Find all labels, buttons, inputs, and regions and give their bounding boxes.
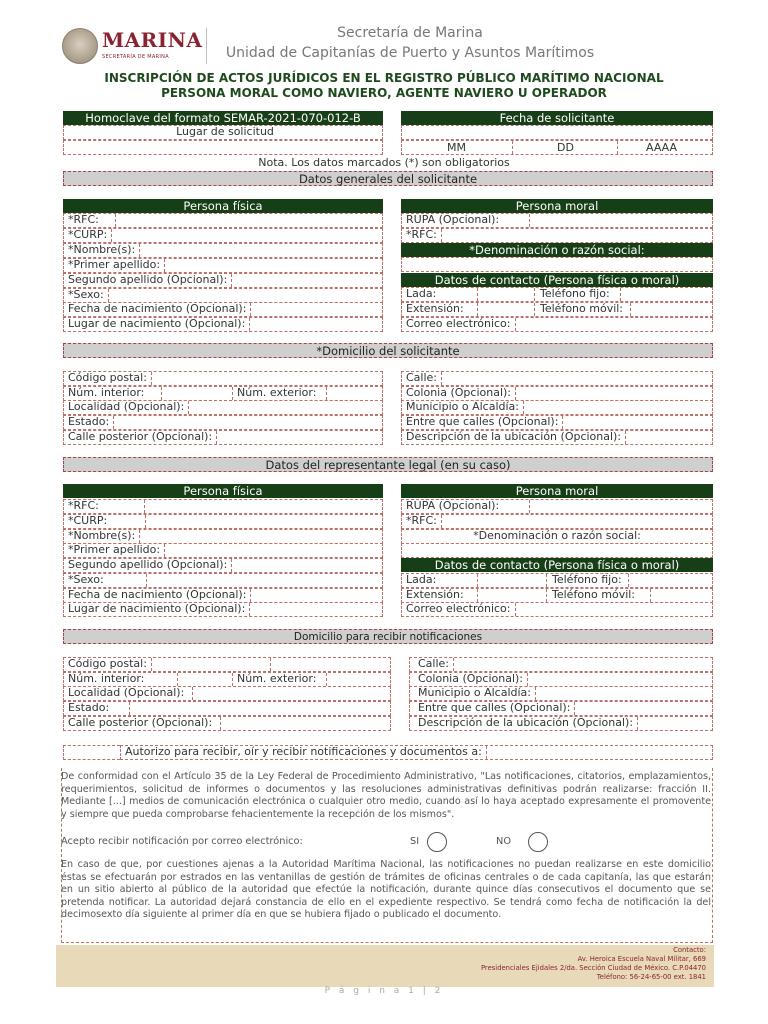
rep-field-fecha-nacimiento[interactable] — [63, 588, 383, 603]
field-calle[interactable] — [401, 371, 713, 386]
autorizo-lead — [63, 745, 120, 760]
tel-divider — [620, 288, 621, 301]
notif-label-num-interior: Núm. interior: — [68, 672, 145, 685]
notif-label-descripcion-ubicacion: Descripción de la ubicación (Opcional): — [418, 716, 634, 729]
rep-label-curp: *CURP: — [68, 514, 108, 527]
ext-divider — [534, 303, 535, 316]
label-nombres: *Nombre(s): — [68, 243, 136, 256]
acepto-correo-label: Acepto recibir notificación por correo electrónico: — [61, 836, 303, 847]
page-number: P á g i n a 1 | 2 — [324, 986, 444, 996]
rep-field-rfc[interactable] — [63, 499, 383, 514]
notif-field-municipio[interactable] — [409, 686, 713, 701]
header-unidad: Unidad de Capitanías de Puerto y Asuntos Marítimos — [225, 45, 595, 61]
rep-field-lada-telefono[interactable] — [401, 573, 713, 588]
rep-field-primer-apellido[interactable] — [63, 543, 383, 558]
field-segundo-apellido[interactable] — [63, 273, 383, 288]
field-estado[interactable] — [63, 415, 383, 430]
rep-label-telefono-movil: Teléfono móvil: — [552, 588, 636, 601]
rep-field-correo[interactable] — [401, 602, 713, 617]
field-entre-calles[interactable] — [401, 415, 713, 430]
section-datos-generales: Datos generales del solicitante — [63, 171, 713, 186]
section-domicilio-notificaciones: Domicilio para recibir notificaciones — [63, 629, 713, 644]
label-rupa: RUPA (Opcional): — [406, 213, 500, 226]
rep-lada-divider — [477, 574, 478, 587]
denominacion-header: *Denominación o razón social: — [401, 243, 713, 257]
rep-contacto-header: Datos de contacto (Persona física o moral) — [401, 558, 713, 572]
movil-divider — [630, 303, 631, 316]
field-localidad[interactable] — [63, 400, 383, 415]
label-curp: *CURP: — [68, 228, 108, 241]
fecha-field[interactable] — [401, 125, 713, 140]
rep-tel-divider — [628, 574, 629, 587]
rep-field-extension-movil[interactable] — [401, 588, 713, 603]
label-moral-rfc: *RFC: — [406, 228, 437, 241]
notif-num-divider — [177, 673, 178, 686]
rep-moral-header: Persona moral — [401, 484, 713, 498]
lugar-solicitud-label: Lugar de solicitud — [63, 125, 383, 140]
no-label: NO — [496, 836, 512, 847]
notif-label-codigo-postal: Código postal: — [68, 657, 147, 670]
label-segundo-apellido: Segundo apellido (Opcional): — [68, 273, 228, 286]
field-moral-rfc[interactable] — [401, 228, 713, 243]
notif-label-localidad: Localidad (Opcional): — [68, 686, 185, 699]
field-sexo[interactable] — [63, 288, 383, 303]
rep-ext-divider — [477, 589, 478, 602]
rep-label-lada: Lada: — [406, 573, 437, 586]
label-estado: Estado: — [68, 415, 110, 428]
field-num-int-ext[interactable] — [63, 386, 383, 401]
notif-field-codigo-postal[interactable] — [63, 657, 391, 672]
fecha-dd: DD — [557, 141, 574, 154]
footer-colonia: Presidenciales Ejidales 2/da. Sección Ciudad de México. C.P.04470 — [480, 964, 706, 972]
footer-telefono: Teléfono: 56-24-65-00 ext. 1841 — [596, 973, 706, 981]
notif-field-calle[interactable] — [409, 657, 713, 672]
lada-divider — [477, 288, 478, 301]
notif-field-num-int-ext[interactable] — [63, 672, 391, 687]
label-telefono-fijo: Teléfono fijo: — [540, 287, 610, 300]
rep-field-lugar-nacimiento[interactable] — [63, 602, 383, 617]
label-primer-apellido: *Primer apellido: — [68, 258, 161, 271]
notif-label-entre-calles: Entre que calles (Opcional): — [418, 701, 571, 714]
notif-label-num-exterior: Núm. exterior: — [237, 672, 317, 685]
field-fecha-nacimiento[interactable] — [63, 302, 383, 317]
footer-contacto: Contacto: — [673, 946, 706, 954]
label-municipio: Municipio o Alcaldía: — [406, 400, 519, 413]
rep-label-moral-rfc: *RFC: — [406, 514, 437, 527]
si-radio[interactable] — [427, 832, 447, 852]
marina-logo-subtitle: SECRETARÍA DE MARINA — [102, 54, 169, 60]
rep-field-nombres[interactable] — [63, 529, 383, 544]
header-secretaria: Secretaría de Marina — [337, 25, 483, 41]
legal-paragraph-estrados: En caso de que, por cuestiones ajenas a la Autoridad Marítima Nacional, las notificaciones no puedan realizarse en este domicilio éstas se efectuarán por estrados en las ventanillas de gestión de trámites de oficinas centrales o de cada capitanía, las que estarán en un sitio abierto al público de la autoridad que efectúe la notificación, durante quince días consecutivos el documento que se pretenda notificar. La autoridad dejará constancia de ello en el expediente respectivo. Se tendrá como fecha de notificación la del decimosexto día siguiente al primer día en que se hubiera fijado o publicado el documento. — [61, 859, 711, 920]
rep-label-telefono-fijo: Teléfono fijo: — [552, 573, 622, 586]
label-num-exterior: Núm. exterior: — [237, 386, 317, 399]
marina-seal-logo — [62, 28, 98, 64]
label-calle-posterior: Calle posterior (Opcional): — [68, 430, 213, 443]
field-autorizo[interactable] — [120, 745, 713, 760]
field-correo[interactable] — [401, 317, 713, 332]
label-extension: Extensión: — [406, 302, 464, 315]
field-colonia[interactable] — [401, 386, 713, 401]
field-extension-movil[interactable] — [401, 302, 713, 317]
rep-label-rupa: RUPA (Opcional): — [406, 499, 500, 512]
num-divider — [326, 387, 327, 400]
lada-divider — [534, 288, 535, 301]
notif-field-colonia[interactable] — [409, 672, 713, 687]
nota-obligatorios: Nota. Los datos marcados (*) son obligatorios — [258, 156, 510, 169]
notif-field-calle-posterior[interactable] — [63, 716, 391, 731]
notif-num-divider — [232, 673, 233, 686]
notif-num-divider — [326, 673, 327, 686]
field-rfc[interactable] — [63, 213, 383, 228]
fecha-bar: Fecha de solicitante — [401, 111, 713, 125]
notif-field-descripcion-ubicacion[interactable] — [409, 716, 713, 731]
num-divider — [232, 387, 233, 400]
label-autorizo: Autorizo para recibir, oír y recibir notificaciones y documentos a: — [125, 745, 482, 758]
homoclave-bar: Homoclave del formato SEMAR-2021-070-012-B — [63, 111, 383, 125]
notif-label-calle: Calle: — [418, 657, 450, 670]
section-domicilio-solicitante: *Domicilio del solicitante — [63, 343, 713, 358]
rep-label-extension: Extensión: — [406, 588, 464, 601]
notif-label-calle-posterior: Calle posterior (Opcional): — [68, 716, 213, 729]
notif-field-localidad[interactable] — [63, 686, 391, 701]
rep-label-lugar-nacimiento: Lugar de nacimiento (Opcional): — [68, 602, 246, 615]
marina-logo-text: MARINA — [102, 28, 203, 52]
rep-label-sexo: *Sexo: — [68, 573, 104, 586]
field-curp[interactable] — [63, 228, 383, 243]
rep-field-segundo-apellido[interactable] — [63, 558, 383, 573]
label-localidad: Localidad (Opcional): — [68, 400, 185, 413]
field-nombres[interactable] — [63, 243, 383, 258]
rep-field-curp[interactable] — [63, 514, 383, 529]
no-radio[interactable] — [528, 832, 548, 852]
label-colonia: Colonia (Opcional): — [406, 386, 511, 399]
field-lada-telefono[interactable] — [401, 287, 713, 302]
rep-label-rfc: *RFC: — [68, 499, 99, 512]
label-sexo: *Sexo: — [68, 288, 104, 301]
field-rupa[interactable] — [401, 213, 713, 228]
rep-denominacion-label: *Denominación o razón social: — [401, 529, 713, 544]
rep-lada-divider — [546, 574, 547, 587]
label-entre-calles: Entre que calles (Opcional): — [406, 415, 559, 428]
label-fecha-nacimiento: Fecha de nacimiento (Opcional): — [68, 302, 247, 315]
contacto-header: Datos de contacto (Persona física o moral) — [401, 273, 713, 287]
field-municipio[interactable] — [401, 400, 713, 415]
rep-field-moral-rfc[interactable] — [401, 514, 713, 529]
rep-label-primer-apellido: *Primer apellido: — [68, 543, 161, 556]
form-title-line1: INSCRIPCIÓN DE ACTOS JURÍDICOS EN EL REGISTRO PÚBLICO MARÍTIMO NACIONAL — [104, 71, 664, 85]
si-label: SI — [410, 836, 420, 847]
label-calle: Calle: — [406, 371, 438, 384]
rep-label-segundo-apellido: Segundo apellido (Opcional): — [68, 558, 228, 571]
notif-label-estado: Estado: — [68, 701, 110, 714]
field-codigo-postal[interactable] — [63, 371, 383, 386]
field-lugar-nacimiento[interactable] — [63, 317, 383, 332]
notif-label-municipio: Municipio o Alcaldía: — [418, 686, 531, 699]
label-rfc: *RFC: — [68, 213, 99, 226]
footer-address: Av. Heroica Escuela Naval Militar, 669 — [577, 955, 706, 963]
notif-label-colonia: Colonia (Opcional): — [418, 672, 523, 685]
fecha-divider — [512, 141, 513, 154]
lugar-solicitud-field[interactable] — [63, 140, 383, 155]
rep-label-fecha-nacimiento: Fecha de nacimiento (Opcional): — [68, 588, 247, 601]
form-title-line2: PERSONA MORAL COMO NAVIERO, AGENTE NAVIERO U OPERADOR — [161, 86, 607, 100]
label-descripcion-ubicacion: Descripción de la ubicación (Opcional): — [406, 430, 622, 443]
section-representante: Datos del representante legal (en su caso) — [63, 457, 713, 472]
rep-ext-divider — [546, 589, 547, 602]
label-correo: Correo electrónico: — [406, 317, 511, 330]
label-codigo-postal: Código postal: — [68, 371, 147, 384]
legal-paragraph-articulo-35: De conformidad con el Artículo 35 de la Ley Federal de Procedimiento Administrativo, "Las notificaciones, citatorios, emplazamientos, requerimientos, solicitud de informes o documentos y las resoluciones administrativas definitivas podrán realizarse: fracción II. Mediante [...] medios de comunicación electrónica o cualquier otro medio, cuando así lo haya aceptado expresamente el promovente y siempre que pueda comprobarse fehacientemente la recepción de los mismos". — [61, 771, 711, 820]
notif-field-estado[interactable] — [63, 701, 391, 716]
rep-label-nombres: *Nombre(s): — [68, 529, 136, 542]
rep-field-rupa[interactable] — [401, 499, 713, 514]
label-num-interior: Núm. interior: — [68, 386, 145, 399]
fecha-mm: MM — [447, 141, 466, 154]
field-descripcion-ubicacion[interactable] — [401, 430, 713, 445]
fecha-parts — [401, 140, 713, 155]
rep-field-sexo[interactable] — [63, 573, 383, 588]
field-calle-posterior[interactable] — [63, 430, 383, 445]
rep-fisica-header: Persona física — [63, 484, 383, 498]
num-divider — [161, 387, 162, 400]
field-primer-apellido[interactable] — [63, 258, 383, 273]
rep-field-denominacion[interactable] — [401, 543, 713, 558]
field-denominacion[interactable] — [401, 257, 713, 272]
rep-label-correo: Correo electrónico: — [406, 602, 511, 615]
fecha-aaaa: AAAA — [646, 141, 678, 154]
label-telefono-movil: Teléfono móvil: — [540, 302, 624, 315]
rep-movil-divider — [650, 589, 651, 602]
header-divider — [206, 28, 207, 64]
ext-divider — [477, 303, 478, 316]
label-lada: Lada: — [406, 287, 437, 300]
moral-header: Persona moral — [401, 199, 713, 213]
label-lugar-nacimiento: Lugar de nacimiento (Opcional): — [68, 317, 246, 330]
fisica-header: Persona física — [63, 199, 383, 213]
notif-field-entre-calles[interactable] — [409, 701, 713, 716]
fecha-divider — [617, 141, 618, 154]
